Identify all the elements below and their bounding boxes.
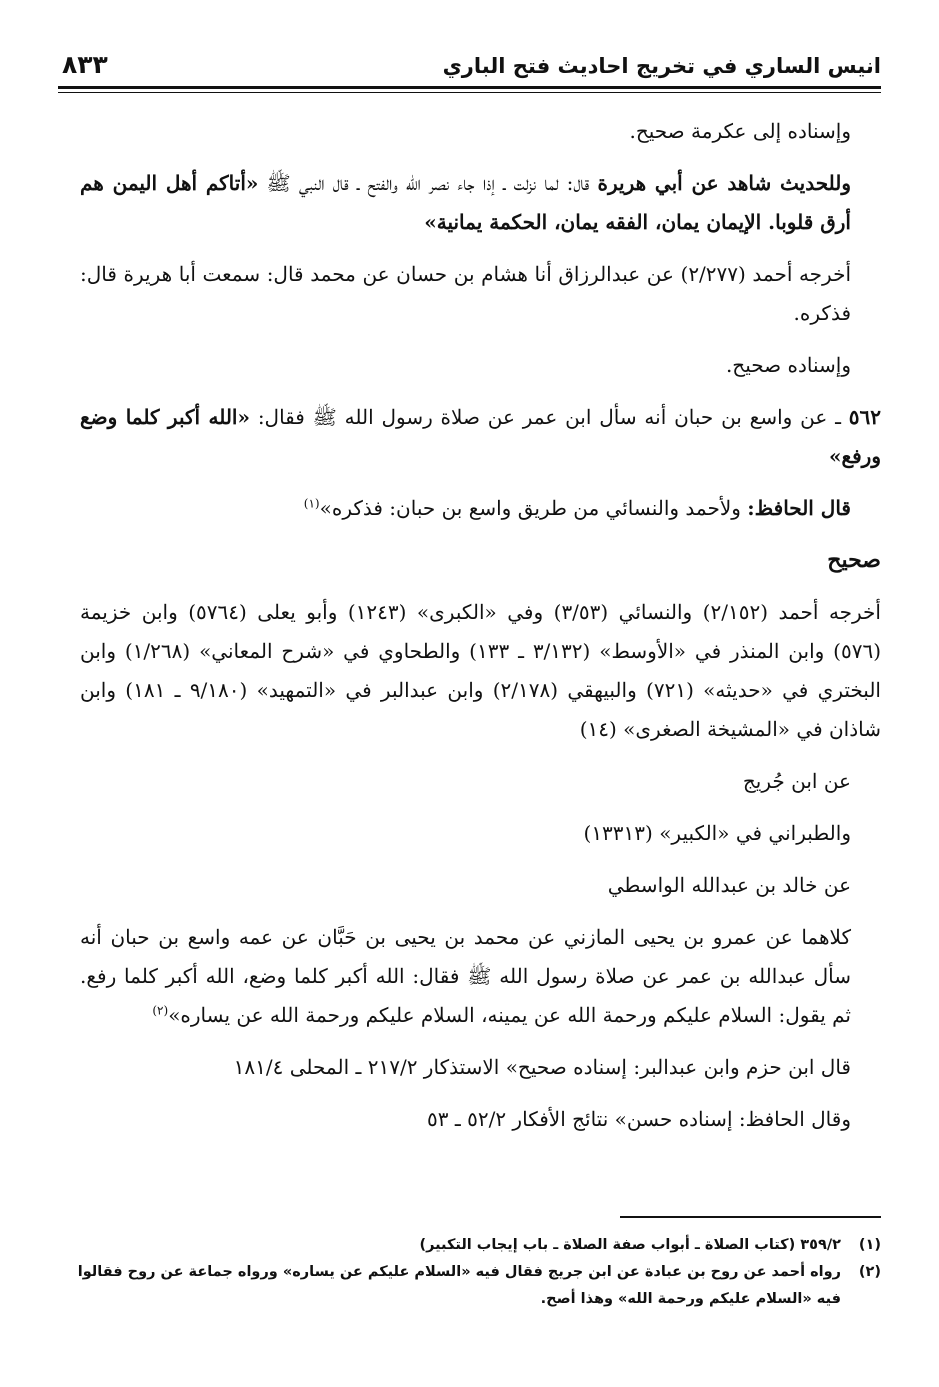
- footnote-ref: (٢): [152, 1003, 169, 1018]
- paragraph: وإسناده صحيح.: [725, 353, 851, 377]
- hadith-entry: ٥٦٢ ـ عن واسع بن حبان أنه سأل ابن عمر عن صلاة رسول الله ﷺ فقال: «الله أكبر كلما وضع ورفع»: [80, 405, 881, 468]
- header-rule-thick: [58, 86, 881, 89]
- paragraph: والطبراني في «الكبير» (١٣٣١٣): [583, 821, 851, 845]
- paragraph: عن ابن جُريج: [742, 769, 851, 793]
- footnote: [60, 1232, 881, 1259]
- footnote-separator: [620, 1216, 881, 1218]
- paragraph: كلاهما عن عمرو بن يحيى المازني عن محمد بن يحيى بن حَبَّان عن عمه واسع بن حبان أنه سأل عبدالله بن عمر عن صلاة رسول الله ﷺ فقال: الله أكبر كلما وضع، الله أكبر كلما رفع. ثم يقول: السلام عليكم ورحمة الله عن يمينه، السلام عليكم ورحمة الله عن يساره»$^{(٢)}$: [80, 925, 851, 1027]
- footnote-text: رواه أحمد عن روح بن عبادة عن ابن جريج فقال فيه «السلام عليكم عن يساره» ورواه جماعة عن روح فقالوا فيه «السلام عليكم ورحمة الله» وهذا أصح.: [77, 1264, 841, 1307]
- main-text: [80, 112, 881, 1152]
- book-title: انيس الساري في تخريج احاديث فتح الباري: [442, 54, 881, 78]
- paragraph: قال الحافظ: ولأحمد والنسائي من طريق واسع بن حبان: فذكره»$^{(١)}$: [303, 496, 851, 520]
- footnotes: [60, 1232, 881, 1313]
- paragraph: أخرجه أحمد (٢/١٥٢) والنسائي (٣/٥٣) وفي «الكبرى» (١٢٤٣) وأبو يعلى (٥٧٦٤) وابن خزيمة (٥٧٦) وابن المنذر في «الأوسط» (٣/١٣٢ ـ ١٣٣) والطحاوي في «شرح المعاني» (١/٢٦٨) وابن البختري في «حديثه» (٧٢١) والبيهقي (٢/١٧٨) وابن عبدالبر في «التمهيد» (٩/١٨٠ ـ ١٨١) وابن شاذان في «المشيخة الصغرى» (١٤): [80, 600, 881, 741]
- hadith-number: ٥٦٢: [848, 405, 881, 429]
- footnote-number: (٢): [858, 1264, 881, 1280]
- header-rule-thin: [58, 92, 881, 93]
- footnote-ref: (١): [303, 496, 320, 511]
- page-number: ٨٣٣: [62, 50, 108, 79]
- verdict-heading: صحيح: [827, 547, 881, 573]
- paragraph: أخرجه أحمد (٢/٢٧٧) عن عبدالرزاق أنا هشام بن حسان عن محمد قال: سمعت أبا هريرة قال: فذكره.: [80, 262, 851, 325]
- footnote: [60, 1259, 881, 1313]
- paragraph: قال ابن حزم وابن عبدالبر: إسناده صحيح» الاستذكار ٢١٧/٢ ـ المحلى ١٨١/٤: [233, 1055, 851, 1079]
- paragraph: وللحديث شاهد عن أبي هريرة قال: لما نزلت ـ إذا جاء نصر الله والفتح ـ قال النبي ﷺ «أتاكم أهل اليمن هم أرق قلوبا. الإيمان يمان، الفقه يمان، الحكمة يمانية»: [80, 171, 851, 234]
- paragraph: عن خالد بن عبدالله الواسطي: [607, 873, 851, 897]
- footnote-number: (١): [858, 1237, 881, 1253]
- footnote-text: ٣٥٩/٢ (كتاب الصلاة ـ أبواب صفة الصلاة ـ باب إيجاب التكبير): [419, 1237, 841, 1253]
- paragraph: وإسناده إلى عكرمة صحيح.: [629, 119, 851, 143]
- page-header: [62, 48, 881, 84]
- paragraph: وقال الحافظ: إسناده حسن» نتائج الأفكار ٥٢/٢ ـ ٥٣: [427, 1107, 851, 1131]
